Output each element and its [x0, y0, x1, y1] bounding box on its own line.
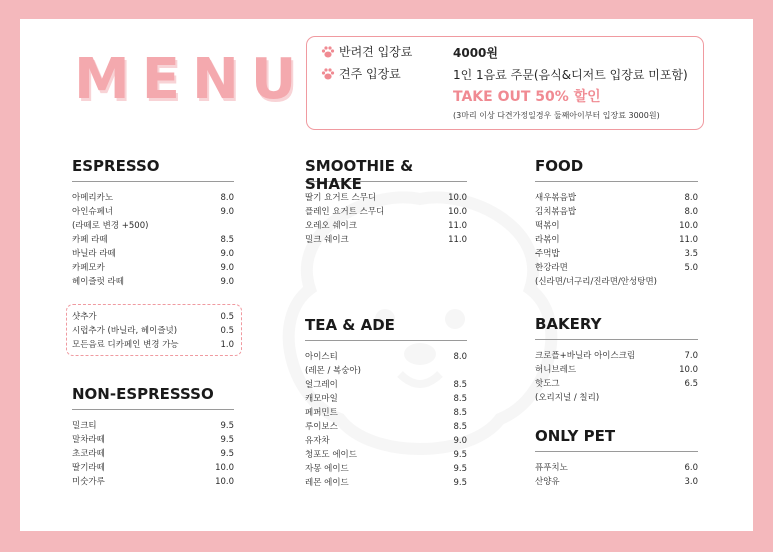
menu-item-price: 10.0 — [679, 221, 698, 231]
owner-fee-value: 1인 1음료 주문(음식&디저트 입장료 미포함) — [453, 68, 688, 82]
menu-item-price: 9.5 — [220, 435, 234, 445]
menu-item-price: 10.0 — [215, 463, 234, 473]
menu-sheet — [20, 19, 753, 531]
menu-item — [535, 191, 698, 205]
menu-item-name: 한강라면 — [535, 263, 568, 273]
menu-item-name: 레몬 에이드 — [305, 478, 349, 488]
menu-item-price: 9.5 — [220, 449, 234, 459]
menu-item-name: 샷추가 — [72, 312, 97, 322]
menu-item — [535, 377, 698, 391]
menu-item-name: 페퍼민트 — [305, 408, 338, 418]
divider — [535, 339, 698, 340]
menu-item — [305, 476, 467, 490]
menu-item-name: 바닐라 라떼 — [72, 249, 116, 259]
menu-item — [305, 434, 467, 448]
dog-fee-row — [321, 43, 412, 60]
menu-item-name: 허니브레드 — [535, 365, 577, 375]
menu-item-name: 떡볶이 — [535, 221, 560, 231]
menu-item-name: 미숫가루 — [72, 477, 105, 487]
section-smoothie — [305, 157, 467, 247]
menu-item — [305, 448, 467, 462]
menu-item-price: 10.0 — [679, 365, 698, 375]
divider — [535, 181, 698, 182]
menu-item-price: 0.5 — [220, 326, 234, 336]
item-list — [535, 349, 698, 405]
menu-item — [305, 191, 467, 205]
menu-item — [305, 420, 467, 434]
item-list — [535, 191, 698, 289]
menu-item-price: 11.0 — [448, 221, 467, 231]
section-title: ESPRESSO — [72, 157, 160, 175]
menu-item-name: 말차라떼 — [72, 435, 105, 445]
menu-item — [535, 247, 698, 261]
section-title: NON-ESPRESSSO — [72, 385, 214, 403]
menu-item-price: 3.0 — [684, 477, 698, 487]
menu-item-price: 3.5 — [684, 249, 698, 259]
menu-item — [305, 233, 467, 247]
menu-item-name: (레몬 / 복숭아) — [305, 366, 361, 376]
menu-item-price: 9.5 — [453, 464, 467, 474]
menu-item — [305, 350, 467, 364]
section-tea-ade — [305, 316, 467, 490]
owner-fee-label: 견주 입장료 — [339, 67, 401, 81]
section-bakery — [535, 315, 698, 405]
menu-item-price: 9.0 — [220, 249, 234, 259]
menu-item-name: 크로플+바닐라 아이스크림 — [535, 351, 636, 361]
menu-item-price: 8.0 — [684, 193, 698, 203]
menu-item — [305, 462, 467, 476]
menu-item-price: 8.0 — [453, 352, 467, 362]
menu-item-name: 초코라떼 — [72, 449, 105, 459]
section-title: FOOD — [535, 157, 584, 175]
menu-item — [72, 447, 234, 461]
menu-item — [305, 219, 467, 233]
menu-item-price: 10.0 — [448, 193, 467, 203]
menu-item — [535, 205, 698, 219]
menu-item-price: 9.0 — [220, 207, 234, 217]
menu-item-name: 카페모카 — [72, 263, 105, 273]
owner-fee-row — [321, 65, 401, 82]
menu-item — [72, 275, 234, 289]
extras-box — [66, 304, 242, 356]
section-food — [535, 157, 698, 289]
section-only-pet — [535, 427, 698, 489]
menu-item-name: (라떼로 변경 +500) — [72, 221, 149, 231]
menu-item — [72, 219, 234, 233]
entrance-fee-box — [306, 36, 704, 130]
menu-item — [535, 275, 698, 289]
menu-item-price: 8.5 — [453, 380, 467, 390]
menu-item-name: 헤이즐럿 라떼 — [72, 277, 124, 287]
menu-item — [305, 406, 467, 420]
menu-item-name: 루이보스 — [305, 422, 338, 432]
menu-item-name: 자몽 에이드 — [305, 464, 349, 474]
section-non-espresso — [72, 385, 234, 489]
menu-item-price: 8.5 — [453, 422, 467, 432]
menu-item-price: 9.5 — [453, 450, 467, 460]
menu-item-name: 딸기라떼 — [72, 463, 105, 473]
menu-item-name: 산양유 — [535, 477, 560, 487]
menu-item — [535, 233, 698, 247]
menu-item — [72, 324, 234, 338]
menu-item-name: 딸기 요거트 스무디 — [305, 193, 377, 203]
menu-item-name: 카페 라떼 — [72, 235, 108, 245]
menu-item — [305, 378, 467, 392]
menu-item-name: 밀크티 — [72, 421, 97, 431]
divider — [535, 451, 698, 452]
menu-item-name: 밀크 쉐이크 — [305, 235, 349, 245]
menu-item-name: 플레인 요거트 스무디 — [305, 207, 385, 217]
menu-item-name: 모든음료 디카페인 변경 가능 — [72, 340, 179, 350]
menu-item-name: 새우볶음밥 — [535, 193, 577, 203]
menu-item-price: 8.5 — [453, 408, 467, 418]
menu-item-price: 7.0 — [684, 351, 698, 361]
menu-item-price: 8.5 — [453, 394, 467, 404]
menu-item-price: 8.0 — [684, 207, 698, 217]
menu-item-price: 5.0 — [684, 263, 698, 273]
menu-item — [535, 461, 698, 475]
menu-item — [72, 461, 234, 475]
divider — [72, 181, 234, 182]
menu-item — [535, 349, 698, 363]
menu-item — [72, 191, 234, 205]
menu-item-price: 8.0 — [220, 193, 234, 203]
menu-item — [72, 475, 234, 489]
menu-item — [535, 261, 698, 275]
menu-item-price: 6.0 — [684, 463, 698, 473]
paw-icon — [321, 45, 335, 59]
menu-item-name: 주먹밥 — [535, 249, 560, 259]
menu-item-price: 10.0 — [448, 207, 467, 217]
section-espresso — [72, 157, 234, 289]
menu-item-price: 0.5 — [220, 312, 234, 322]
menu-item — [305, 392, 467, 406]
multi-dog-note: (3마리 이상 다견가정일경우 둘째아이부터 입장료 3000원) — [453, 111, 660, 120]
menu-item-name: 캐모마일 — [305, 394, 338, 404]
menu-item — [535, 219, 698, 233]
menu-item-name: 아인슈페너 — [72, 207, 114, 217]
menu-item — [535, 363, 698, 377]
section-title: ONLY PET — [535, 427, 616, 445]
dog-fee-label: 반려견 입장료 — [339, 45, 413, 59]
menu-item-name: 라볶이 — [535, 235, 560, 245]
menu-item — [305, 205, 467, 219]
menu-item — [305, 364, 467, 378]
menu-item-name: (오리지널 / 칠리) — [535, 393, 600, 403]
menu-item — [72, 205, 234, 219]
item-list — [72, 310, 234, 352]
section-title: SMOOTHIE & SHAKE — [305, 157, 414, 193]
menu-item-price: 8.5 — [220, 235, 234, 245]
menu-item — [72, 419, 234, 433]
menu-item — [72, 261, 234, 275]
menu-item-price: 11.0 — [448, 235, 467, 245]
menu-item-name: 김치볶음밥 — [535, 207, 577, 217]
item-list — [305, 350, 467, 490]
menu-item-name: (신라면/너구리/진라면/안성탕면) — [535, 277, 657, 287]
menu-item-price: 1.0 — [220, 340, 234, 350]
menu-item-name: 시럽추가 (바닐라, 헤이즐넛) — [72, 326, 178, 336]
menu-item-price: 9.5 — [453, 478, 467, 488]
divider — [72, 409, 234, 410]
menu-item-price: 10.0 — [215, 477, 234, 487]
menu-item-name: 얼그레이 — [305, 380, 338, 390]
menu-item-name: 오레오 쉐이크 — [305, 221, 357, 231]
menu-item-price: 9.0 — [220, 263, 234, 273]
menu-item — [535, 391, 698, 405]
menu-item-name: 퓨푸치노 — [535, 463, 568, 473]
menu-item-name: 청포도 에이드 — [305, 450, 357, 460]
menu-item — [72, 338, 234, 352]
dog-fee-value: 4000원 — [453, 46, 498, 60]
menu-item-price: 9.0 — [220, 277, 234, 287]
menu-item — [72, 310, 234, 324]
divider — [305, 340, 467, 341]
item-list — [305, 191, 467, 247]
section-title: BAKERY — [535, 315, 602, 333]
menu-item-price: 9.0 — [453, 436, 467, 446]
menu-item — [72, 433, 234, 447]
section-title: TEA & ADE — [305, 316, 395, 334]
item-list — [535, 461, 698, 489]
takeout-discount: TAKE OUT 50% 할인 — [453, 89, 601, 105]
paw-icon — [321, 67, 335, 81]
menu-item-price: 6.5 — [684, 379, 698, 389]
menu-item-name: 유자차 — [305, 436, 330, 446]
menu-title: MENU — [74, 47, 309, 112]
menu-item-name: 아메리카노 — [72, 193, 114, 203]
item-list — [72, 419, 234, 489]
menu-item — [72, 247, 234, 261]
menu-item-name: 아이스티 — [305, 352, 338, 362]
menu-item-price: 11.0 — [679, 235, 698, 245]
menu-item — [72, 233, 234, 247]
menu-item-name: 핫도그 — [535, 379, 560, 389]
menu-item — [535, 475, 698, 489]
item-list — [72, 191, 234, 289]
menu-item-price: 9.5 — [220, 421, 234, 431]
